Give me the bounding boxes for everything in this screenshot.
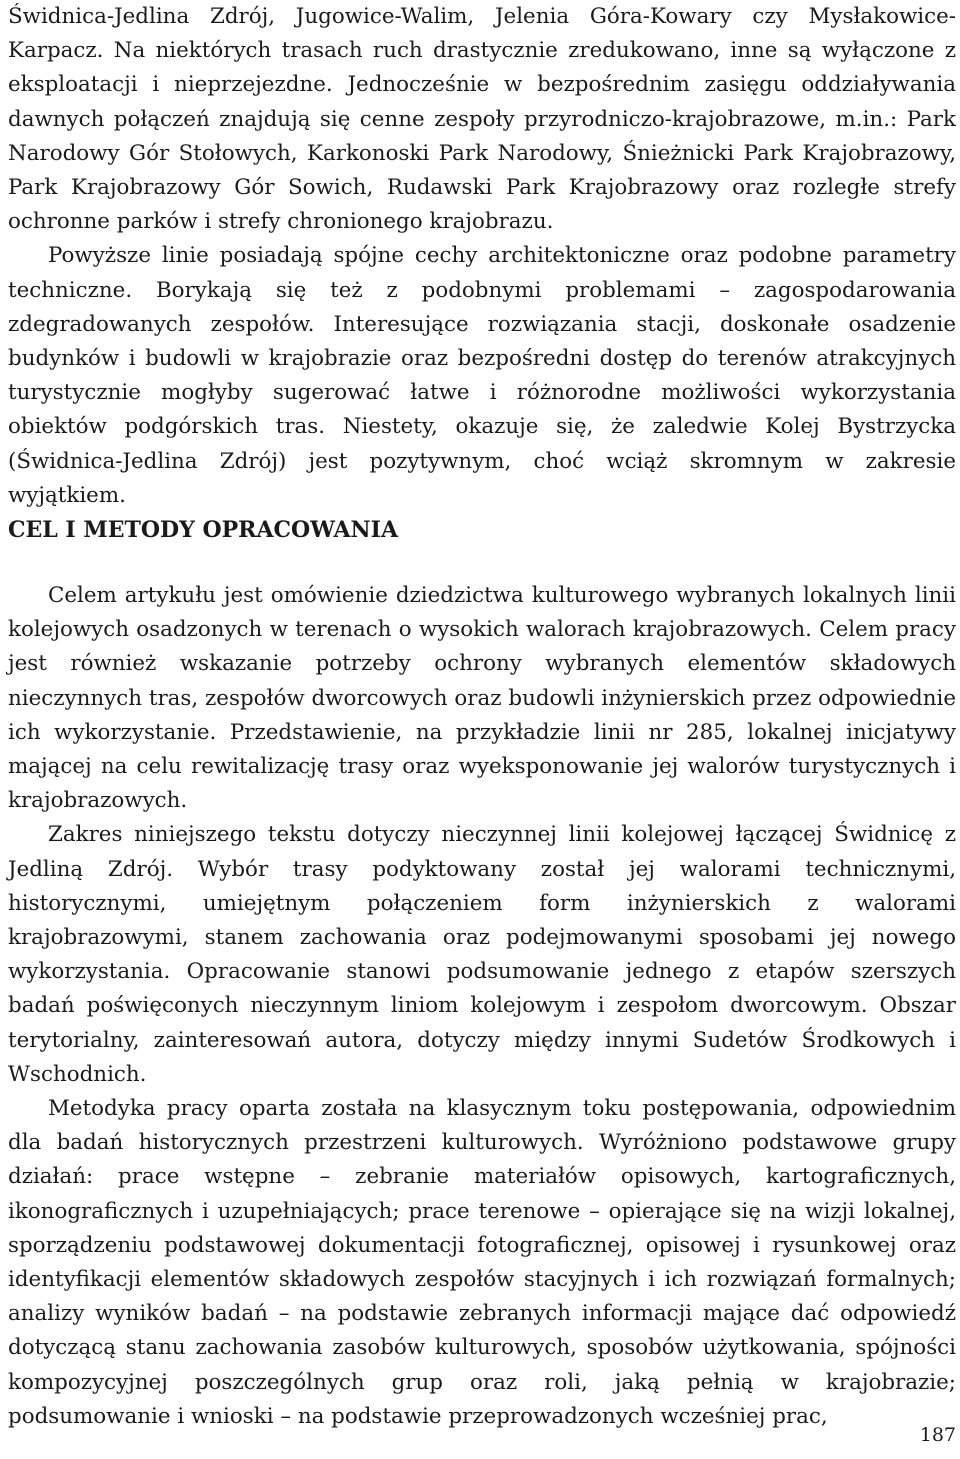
document-page xyxy=(8,0,956,1429)
paragraph-intro: Świdnica-Jedlina Zdrój, Jugowice-Walim, Jelenia Góra-Kowary czy Mysłakowice-Karpacz. Na niektórych trasach ruch drastycznie zredukowano, inne są wyłączone z eksploatacji i nieprzejezdne. Jednocześnie w bezpośrednim zasięgu oddziaływania dawnych połączeń znajdują się cenne zespoły przyrodniczo-krajobrazowe, m.in.: Park Narodowy Gór Stołowych, Karkonoski Park Narodowy, Śnieżnicki Park Krajobrazowy, Park Krajobrazowy Gór Sowich, Rudawski Park Krajobrazowy oraz rozległe strefy ochronne parków i strefy chronionego krajobrazu. xyxy=(8,4,956,235)
paragraph-lines-features: Powyższe linie posiadają spójne cechy architektoniczne oraz podobne parametry techniczne. Borykają się też z podobnymi problemami – zagospodarowania zdegradowanych zespołów. Interesujące rozwiązania stacji, doskonałe osadzenie budynków i budowli w krajobrazie oraz bezpośredni dostęp do terenów atrakcyjnych turystycznie mogłyby sugerować łatwe i różnorodne możliwości wykorzystania obiektów podgórskich tras. Niestety, okazuje się, że zaledwie Kolej Bystrzycka (Świdnica-Jedlina Zdrój) jest pozytywnym, choć wciąż skromnym w zakresie wyjątkiem. xyxy=(8,243,956,508)
page-number: 187 xyxy=(919,1424,956,1446)
paragraph-scope: Zakres niniejszego tekstu dotyczy nieczynnej linii kolejowej łączącej Świdnicę z Jedliną Zdrój. Wybór trasy podyktowany został jej walorami technicznymi, historycznymi, umiejętnym połączeniem form inżynierskich z walorami krajobrazowymi, stanem zachowania oraz podejmowanymi sposobami jej nowego wykorzystania. Opracowanie stanowi podsumowanie jednego z etapów szerszych badań poświęconych nieczynnym liniom kolejowym i zespołom dworcowym. Obszar terytorialny, zainteresowań autora, dotyczy między innymi Sudetów Środkowych i Wschodnich. xyxy=(8,822,956,1087)
paragraph-methodology: Metodyka pracy oparta została na klasycznym toku postępowania, odpowiednim dla badań historycznych przestrzeni kulturowych. Wyróżniono podstawowe grupy działań: prace wstępne – zebranie materiałów opisowych, kartograficznych, ikonograficznych i uzupełniających; prace terenowe – opierające się na wizji lokalnej, sporządzeniu podstawowej dokumentacji fotograficznej, opisowej i rysunkowej oraz identyfikacji elementów składowych zespołów stacyjnych i ich rozwiązań formalnych; analizy wyników badań – na podstawie zebranych informacji mające dać odpowiedź dotyczącą stanu zachowania zasobów kulturowych, sposobów użytkowania, spójności kompozycyjnej poszczególnych grup oraz roli, jaką pełnią w krajobrazie; podsumowanie i wnioski – na podstawie przeprowadzonych wcześniej prac, xyxy=(8,1096,956,1429)
section-body xyxy=(8,579,956,1434)
paragraph-aim: Celem artykułu jest omówienie dziedzictwa kulturowego wybranych lokalnych linii kolejowych osadzonych w terenach o wysokich walorach krajobrazowych. Celem pracy jest również wskazanie potrzeby ochrony wybranych elementów składowych nieczynnych tras, zespołów dworcowych oraz budowli inżynierskich przez odpowiednie ich wykorzystanie. Przedstawienie, na przykładzie linii nr 285, lokalnej inicjatywy mającej na celu rewitalizację trasy oraz wyeksponowanie jej walorów turystycznych i krajobrazowych. xyxy=(8,583,956,814)
section-heading: CEL I METODY OPRACOWANIA xyxy=(8,517,399,543)
